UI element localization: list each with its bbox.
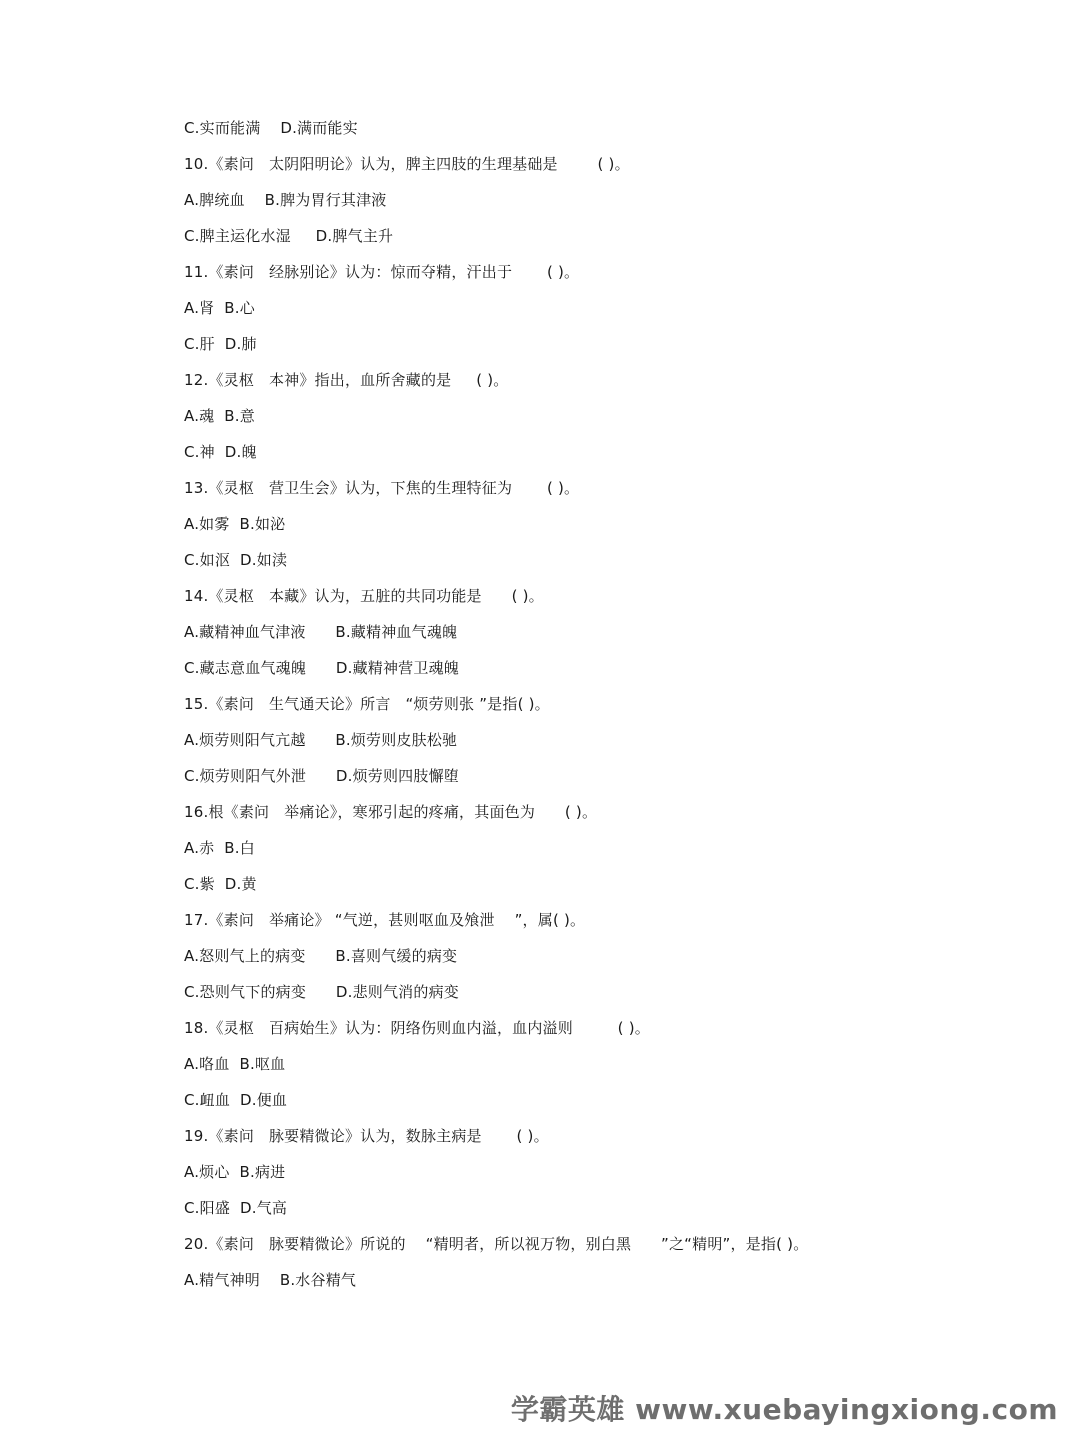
option-line: C.神 D.魄 — [184, 443, 257, 461]
option-line: A.肾 B.心 — [184, 299, 255, 317]
question-18: 18.《灵枢 百病始生》认为：阴络伤则血内溢，血内溢则 ( )。 — [184, 1019, 650, 1037]
option-line: A.烦劳则阳气亢越 B.烦劳则皮肤松驰 — [184, 731, 458, 749]
question-list — [184, 114, 1004, 1302]
question-10: 10.《素问 太阴阳明论》认为，脾主四肢的生理基础是 ( )。 — [184, 155, 630, 173]
question-16: 16.根《素问 举痛论》，寒邪引起的疼痛，其面色为 ( )。 — [184, 803, 598, 821]
question-12: 12.《灵枢 本神》指出，血所舍藏的是 ( )。 — [184, 371, 509, 389]
question-15: 15.《素问 生气通天论》所言 “烦劳则张 ”是指( )。 — [184, 695, 550, 713]
option-line: A.精气神明 B.水谷精气 — [184, 1271, 357, 1289]
question-17: 17.《素问 举痛论》 “气逆，甚则呕血及飧泄 ”，属( )。 — [184, 911, 586, 929]
option-line: A.脾统血 B.脾为胃行其津液 — [184, 191, 387, 209]
option-line: A.咯血 B.呕血 — [184, 1055, 286, 1073]
question-20: 20.《素问 脉要精微论》所说的 “精明者，所以视万物，别白黑 ”之“精明”，是指( )。 — [184, 1235, 809, 1253]
option-line: C.阳盛 D.气高 — [184, 1199, 288, 1217]
question-13: 13.《灵枢 营卫生会》认为，下焦的生理特征为 ( )。 — [184, 479, 580, 497]
option-line: A.烦心 B.病进 — [184, 1163, 286, 1181]
option-line: C.衄血 D.便血 — [184, 1091, 288, 1109]
question-14: 14.《灵枢 本藏》认为，五脏的共同功能是 ( )。 — [184, 587, 544, 605]
option-line: A.怒则气上的病变 B.喜则气缓的病变 — [184, 947, 458, 965]
option-line: C.实而能满 D.满而能实 — [184, 119, 358, 137]
option-line: A.如雾 B.如泌 — [184, 515, 286, 533]
site-watermark: 学霸英雄 www.xuebayingxiong.com — [510, 1393, 1058, 1426]
option-line: C.恐则气下的病变 D.悲则气消的病变 — [184, 983, 459, 1001]
option-line: C.如沤 D.如渎 — [184, 551, 288, 569]
option-line: C.脾主运化水湿 D.脾气主升 — [184, 227, 394, 245]
option-line: C.藏志意血气魂魄 D.藏精神营卫魂魄 — [184, 659, 459, 677]
question-11: 11.《素问 经脉别论》认为：惊而夺精，汗出于 ( )。 — [184, 263, 580, 281]
option-line: A.赤 B.白 — [184, 839, 255, 857]
option-line: C.烦劳则阳气外泄 D.烦劳则四肢懈堕 — [184, 767, 459, 785]
option-line: C.紫 D.黄 — [184, 875, 257, 893]
option-line: C.肝 D.肺 — [184, 335, 257, 353]
question-19: 19.《素问 脉要精微论》认为，数脉主病是 ( )。 — [184, 1127, 549, 1145]
option-line: A.藏精神血气津液 B.藏精神血气魂魄 — [184, 623, 458, 641]
option-line: A.魂 B.意 — [184, 407, 255, 425]
